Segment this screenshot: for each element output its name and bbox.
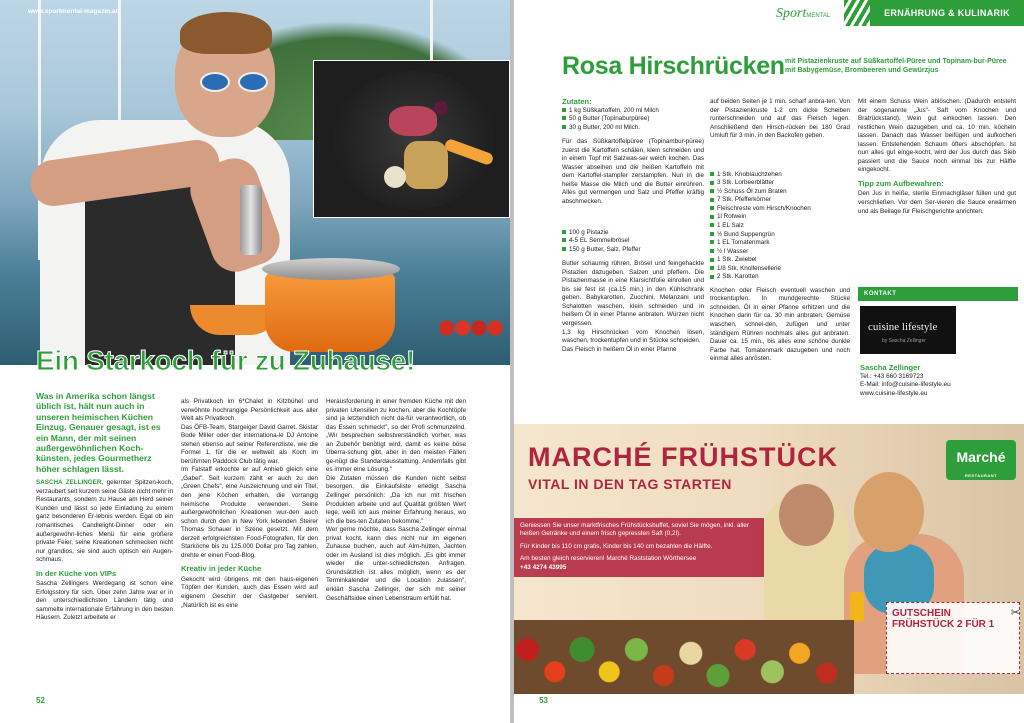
contact-email: E-Mail: info@cuisine-lifestyle.eu [860, 381, 951, 389]
ad-text: Geniessen Sie unser marktfrisches Frühstücksbuffet, soviel Sie mögen, inkl. aller heißen Getränke und einem frisch gepressten Saft (0,2l). [520, 522, 749, 538]
article-lead: Was in Amerika schon längst üblich ist, hält nun auch in unseren heimischen Küchen Einzug. Genauer gesagt, ist es ein Mann, der mit seinen außergewöhnlichen Koch-künsten, jedes Gourmetherz höher schlagen lässt. [36, 391, 161, 474]
ingredient-item: ½ Bund Suppengrün [710, 231, 850, 240]
paragraph: Sascha Zellingers Werdegang ist schon eine Erfolgsstory für sich. Über zehn Jahre war er in den unterschiedlichsten Ländern tätig und sammelte internationale Erfahrung in den besten Häusern. Zuletzt arbeitete er [36, 580, 173, 622]
contact-header: KONTAKT [858, 287, 1018, 301]
paragraph: auf beiden Seiten je 1 min. scharf anbra-ten. Von der Pistazienkruste 1-2 cm dicke Scheiben runterschneiden und auf das Fleisch legen. Anschließend den Hirsch-rücken bei 180 Grad Umluft für 3 min. in den Backofen geben. [710, 98, 850, 140]
marche-logo-text: Marché [956, 449, 1006, 465]
paragraph: Im Falstaff erkochte er auf Anhieb gleich eine „Gabel". Seit kurzem zählt er auch zu den „Green Chefs", eine Auszeichnung und ein Titel, den jene Köchen erhalten, die vorrangig heimische Produkte verwenden. Seine außergewöhnlichen Kreationen wur-den auch schon durch den in New York lebenden Steirer Thomas Schauer in Szene gesetzt. Mit dem derzeit erfolgreichsten Food-Fotografen, für den Starköche bis zu 125.000 Dollar pro Tag zahlen, drehte er einen Food-Blog. [181, 466, 318, 559]
ingredient-item: 1 kg Süßkartoffeln, 200 ml Milch [562, 107, 704, 116]
paragraph: Wer gerne möchte, dass Sascha Zellinger einmal privat kocht, kann dies nicht nur im eigenen Zuhause buchen, auch auf Alm-hütten, Jachten oder im Ausland ist dies möglich. „Es gibt immer wieder die unter-schiedlichsten Anfragen. Grundsätzlich ist alles möglich, wenn es der Terminkalender und die Location zulassen", erklärt Sascha Zellinger, der sich mit seiner Geschäftsidee einen Lebenstraum erfüllt hat. [326, 526, 466, 602]
subheading-kreativ: Kreativ in jeder Küche [181, 564, 262, 574]
ad-title: MARCHÉ FRÜHSTÜCK [528, 442, 838, 472]
page-53 [514, 0, 1024, 723]
article-column-3 [326, 398, 466, 688]
ingredient-item: 1/8 Stk. Knollensellerie [710, 265, 850, 274]
recipe-subtitle: mit Pistazienkruste auf Süßkartoffel-Püree und Topinam-bur-Püree mit Babygemüse, Brombeeren und Gewürzjus [785, 58, 1007, 74]
scissors-icon: ✂ [1010, 607, 1020, 619]
puree [384, 166, 406, 188]
recipe-title: Rosa Hirschrücken [562, 52, 785, 80]
ad-text: Am besten gleich reservieren! Marché Raststation Wörthersee [520, 555, 697, 563]
contact-phone: Tel.: +43 660 3169723 [860, 372, 924, 380]
ad-phone: +43 4274 43995 [520, 563, 567, 571]
marche-logo-sub: RESTAURANT [964, 473, 998, 478]
ingredient-item: 1 EL Tomatenmark [710, 239, 850, 248]
contact-website: www.cuisine-lifestyle.eu [860, 390, 928, 398]
ingredient-item: ½ Schuss Öl zum Braten [710, 188, 850, 197]
paragraph: Gekocht wird übrigens mit den haus-eigenen Töpfen der Kunden, auch das Essen wird auf eigenem Geschirr der Gastgeber serviert. „Natürlich ist es eine [181, 575, 318, 609]
chef-hair [180, 12, 272, 54]
ingredient-list [562, 107, 704, 133]
ingredient-item: Fleischreste vom Hirsch/Knochen [710, 205, 850, 214]
ingredient-item: 2 Stk. Karotten [710, 273, 850, 282]
ingredient-item: 50 g Butter (Topinaburpüree) [562, 115, 704, 124]
ingredient-item: 7 Stk. Pfefferkörner [710, 196, 850, 205]
ingredient-item: 1l Rotwein [710, 213, 850, 222]
cuisine-lifestyle-logo [860, 306, 956, 354]
ad-text: Für Kinder bis 110 cm gratis, Kinder bis 140 cm bezahlen die Hälfte. [520, 542, 713, 550]
section-label: ERNÄHRUNG & KULINARIK [870, 0, 1024, 26]
voucher [886, 602, 1020, 674]
paragraph: 1,3 kg Hirschrücken vom Knochen lösen, waschen, trockentupfen und in Stücke schneiden. [562, 328, 704, 345]
orange-pot [265, 272, 395, 352]
page-52 [0, 0, 510, 723]
paragraph: als Privatkoch im 6*Chalet in Kitzbühel und verwöhnte hochrangige Persönlichkeit aus aller Welt als Privatkoch. [181, 398, 318, 423]
juice-glass [850, 592, 864, 622]
tip-heading: Tipp zum Aufbewahren: [858, 178, 944, 188]
paragraph: Für das Süßkartoffelpüree (Topinambur-püree) zuerst die Kartoffeln schälen, klein schneiden und in einem Topf mit Salzwas-ser weich kochen. Das Wasser abseihen und die heißen Kartoffeln mit dem Kartoffel-stampfer zerstampfen. Nun in die heiße Masse die Milch und die Butter einrühren. Alles gut vermengen und Salz und Pfeffer kräftig abschmecken. [562, 138, 704, 206]
ingredients-heading: Zutaten: [562, 98, 592, 106]
ad-text-box [514, 518, 764, 577]
paragraph: Butter schaumig rühren, Brösel und feingehackte Pistazien dazugeben. Salzen und pfeffern. Die Pistazienmasse in eine Klarsichtfolie einrollen und bis sie fest ist (ca.15 min.) in den Kühlschrank geben. Babykarotten, Zucchini, Melanzani und Schalotten waschen, klein schneiden und in heißem Öl in einer Pfanne anbraten. Würzen nicht vergessen. [562, 260, 704, 328]
logo-subtext: by Sascha Zellinger [882, 338, 926, 344]
paragraph: Herausforderung in einer fremden Küche mit den privaten Utensilien zu kochen, aber die Kochtöpfe sind ja letztendlich nicht da-für verantwortlich, ob das Essen schmeckt", so der Profi schmunzelnd. „Wir besprechen selbstverständlich vorher, was an Zubehör benötigt wird, damit es keine böse Überra-schung gibt, aber in den meisten Fällen ge-nügt die Standardausstattung. Andernfalls gibt es immer eine Lösung." [326, 398, 466, 474]
subheading-vips: In der Küche von VIPs [36, 568, 117, 578]
recipe-column-2 [710, 98, 850, 420]
article-headline: Ein Starkoch für zu Zuhause! [36, 345, 415, 376]
voucher-title: GUTSCHEIN [892, 608, 951, 619]
ad-person-head [854, 472, 924, 552]
article-column-2 [181, 398, 318, 688]
ingredient-item: 30 g Butter, 200 ml Milch. [562, 124, 704, 133]
marche-advertisement [514, 424, 1024, 694]
brand-name: Sport [776, 6, 807, 21]
pot-lid [262, 258, 400, 280]
ingredient-item: 3 Stk. Lorbeerblätter [710, 179, 850, 188]
paragraph: Das Fleisch in heißem Öl in einer Pfanne [562, 345, 677, 353]
marche-logo [946, 440, 1016, 480]
pistachio-crust [404, 141, 448, 189]
voucher-offer: FRÜHSTÜCK 2 FÜR 1 [892, 619, 995, 630]
ingredient-item: ½ l Wasser [710, 248, 850, 257]
ingredient-list [562, 229, 704, 255]
paragraph: Den Jus in heiße, sterile Einmachgläser füllen und gut verschließen. Vor dem Ser-vieren die Sauce erwärmen und als Beilage für Fleischgerichte anrichten. [858, 190, 1016, 215]
ingredient-item: 100 g Pistazie [562, 229, 704, 238]
contact-block [860, 364, 1020, 399]
ingredient-item: 1 Stk. Zwiebel [710, 256, 850, 265]
intro-name: SASCHA ZELLINGER, [36, 479, 104, 487]
sunglasses [200, 72, 272, 92]
plate [334, 71, 494, 209]
logo-text: cuisine lifestyle [868, 321, 938, 333]
ad-person-head [779, 484, 834, 546]
ad-slogan: VITAL IN DEN TAG STARTEN [528, 476, 732, 492]
carrot [443, 138, 494, 166]
vegetable-display [514, 620, 854, 694]
recipe-column-1 [562, 98, 704, 420]
contact-name: Sascha Zellinger [860, 363, 921, 372]
paragraph: Knochen oder Fleisch eventuell waschen und trockentupfen. In mundgerechte Stücke schneiden. Öl in einer Pfanne erhitzen und die Knochen darin für ca. 30 min anbraten. Gemüse waschen, schnei-den, zufügen und unter ständigem Rühren nochmals alles gut anbraten. Dauer ca. 15 min., bis alles eine schöne dunkle Farbe hat. Tomatenmark dazugeben und noch einmal alles anrösten. [710, 286, 850, 363]
ingredient-item: 4-5 EL Semmelbrösel [562, 237, 704, 246]
ingredient-list [710, 171, 850, 282]
paragraph: Mit einem Schuss Wein ablöschen. (Dadurch entsteht der sogenannte „Jus"- Saft vom Knochen und Bratrückstand). Wein gut einkochen lassen. Den restlichen Wein dazugeben und ca. 10 min. köcheln lassen. Danach das Wasser beifügen und aufkochen lassen. Entstehenden Schaum öfters abschöpfen. Ist nun alles gut einge-kocht, wird der Jus durch das Sieb passiert und die Sauce noch einmal bis zur Hälfte eingekocht. [858, 98, 1016, 174]
blackberry [434, 101, 448, 115]
ingredient-item: 1 Stk. Knoblauchzehen [710, 171, 850, 180]
venison-slice [389, 106, 437, 136]
paragraph: Das ÖFB-Team, Stargeiger David Garret, Skistar Bode Miller oder der internationa-le DJ Antoine stehen ebenso auf seiner Referenzliste, wie die Formel 1, für die er weltweit als Koch im berühmten Paddock Club tätig war. [181, 423, 318, 465]
tomatoes [440, 318, 505, 338]
pepper-grinder [240, 185, 262, 255]
ingredient-item: 1 EL Salz [710, 222, 850, 231]
page-number: 52 [36, 696, 45, 705]
brand-suffix: MENTAL [806, 13, 831, 19]
dish-photo [313, 60, 510, 218]
magazine-url: www.sportmental-magazin.at [28, 8, 118, 15]
page-number: 53 [539, 696, 548, 705]
ingredient-item: 150 g Butter, Salz, Pfeffer [562, 246, 704, 255]
article-column-1 [36, 391, 173, 691]
paragraph: Die Zutaten müssen die Kunden nicht selbst besorgen, die Einkaufsliste erledigt Sascha Zellinger persönlich: „Da ich nur mit frischen Produkten arbeite und auf Qualität größten Wert lege, weiß ich aus meiner Erfahrung heraus, wo ich die bes-ten Zutaten bekomme." [326, 474, 466, 525]
intro-text: gelernter Spitzen-koch, verzaubert seit kurzem seine Gäste nicht mehr in Restaurants, sondern zu Hause am Herd seiner Kunden und lässt so jede Einladung zu einem ganz besonderen Er-lebnis werden. Egal ob ein romantisches Candlelight-Dinner oder ein außergewöhn-liches Menü für eine größere private Feier, seine Kreationen schmecken nicht nur grandios, sie sind auch optisch ein Augen-schmaus. [36, 479, 173, 564]
magazine-logo [776, 6, 830, 22]
recipe-column-3 [858, 98, 1016, 278]
